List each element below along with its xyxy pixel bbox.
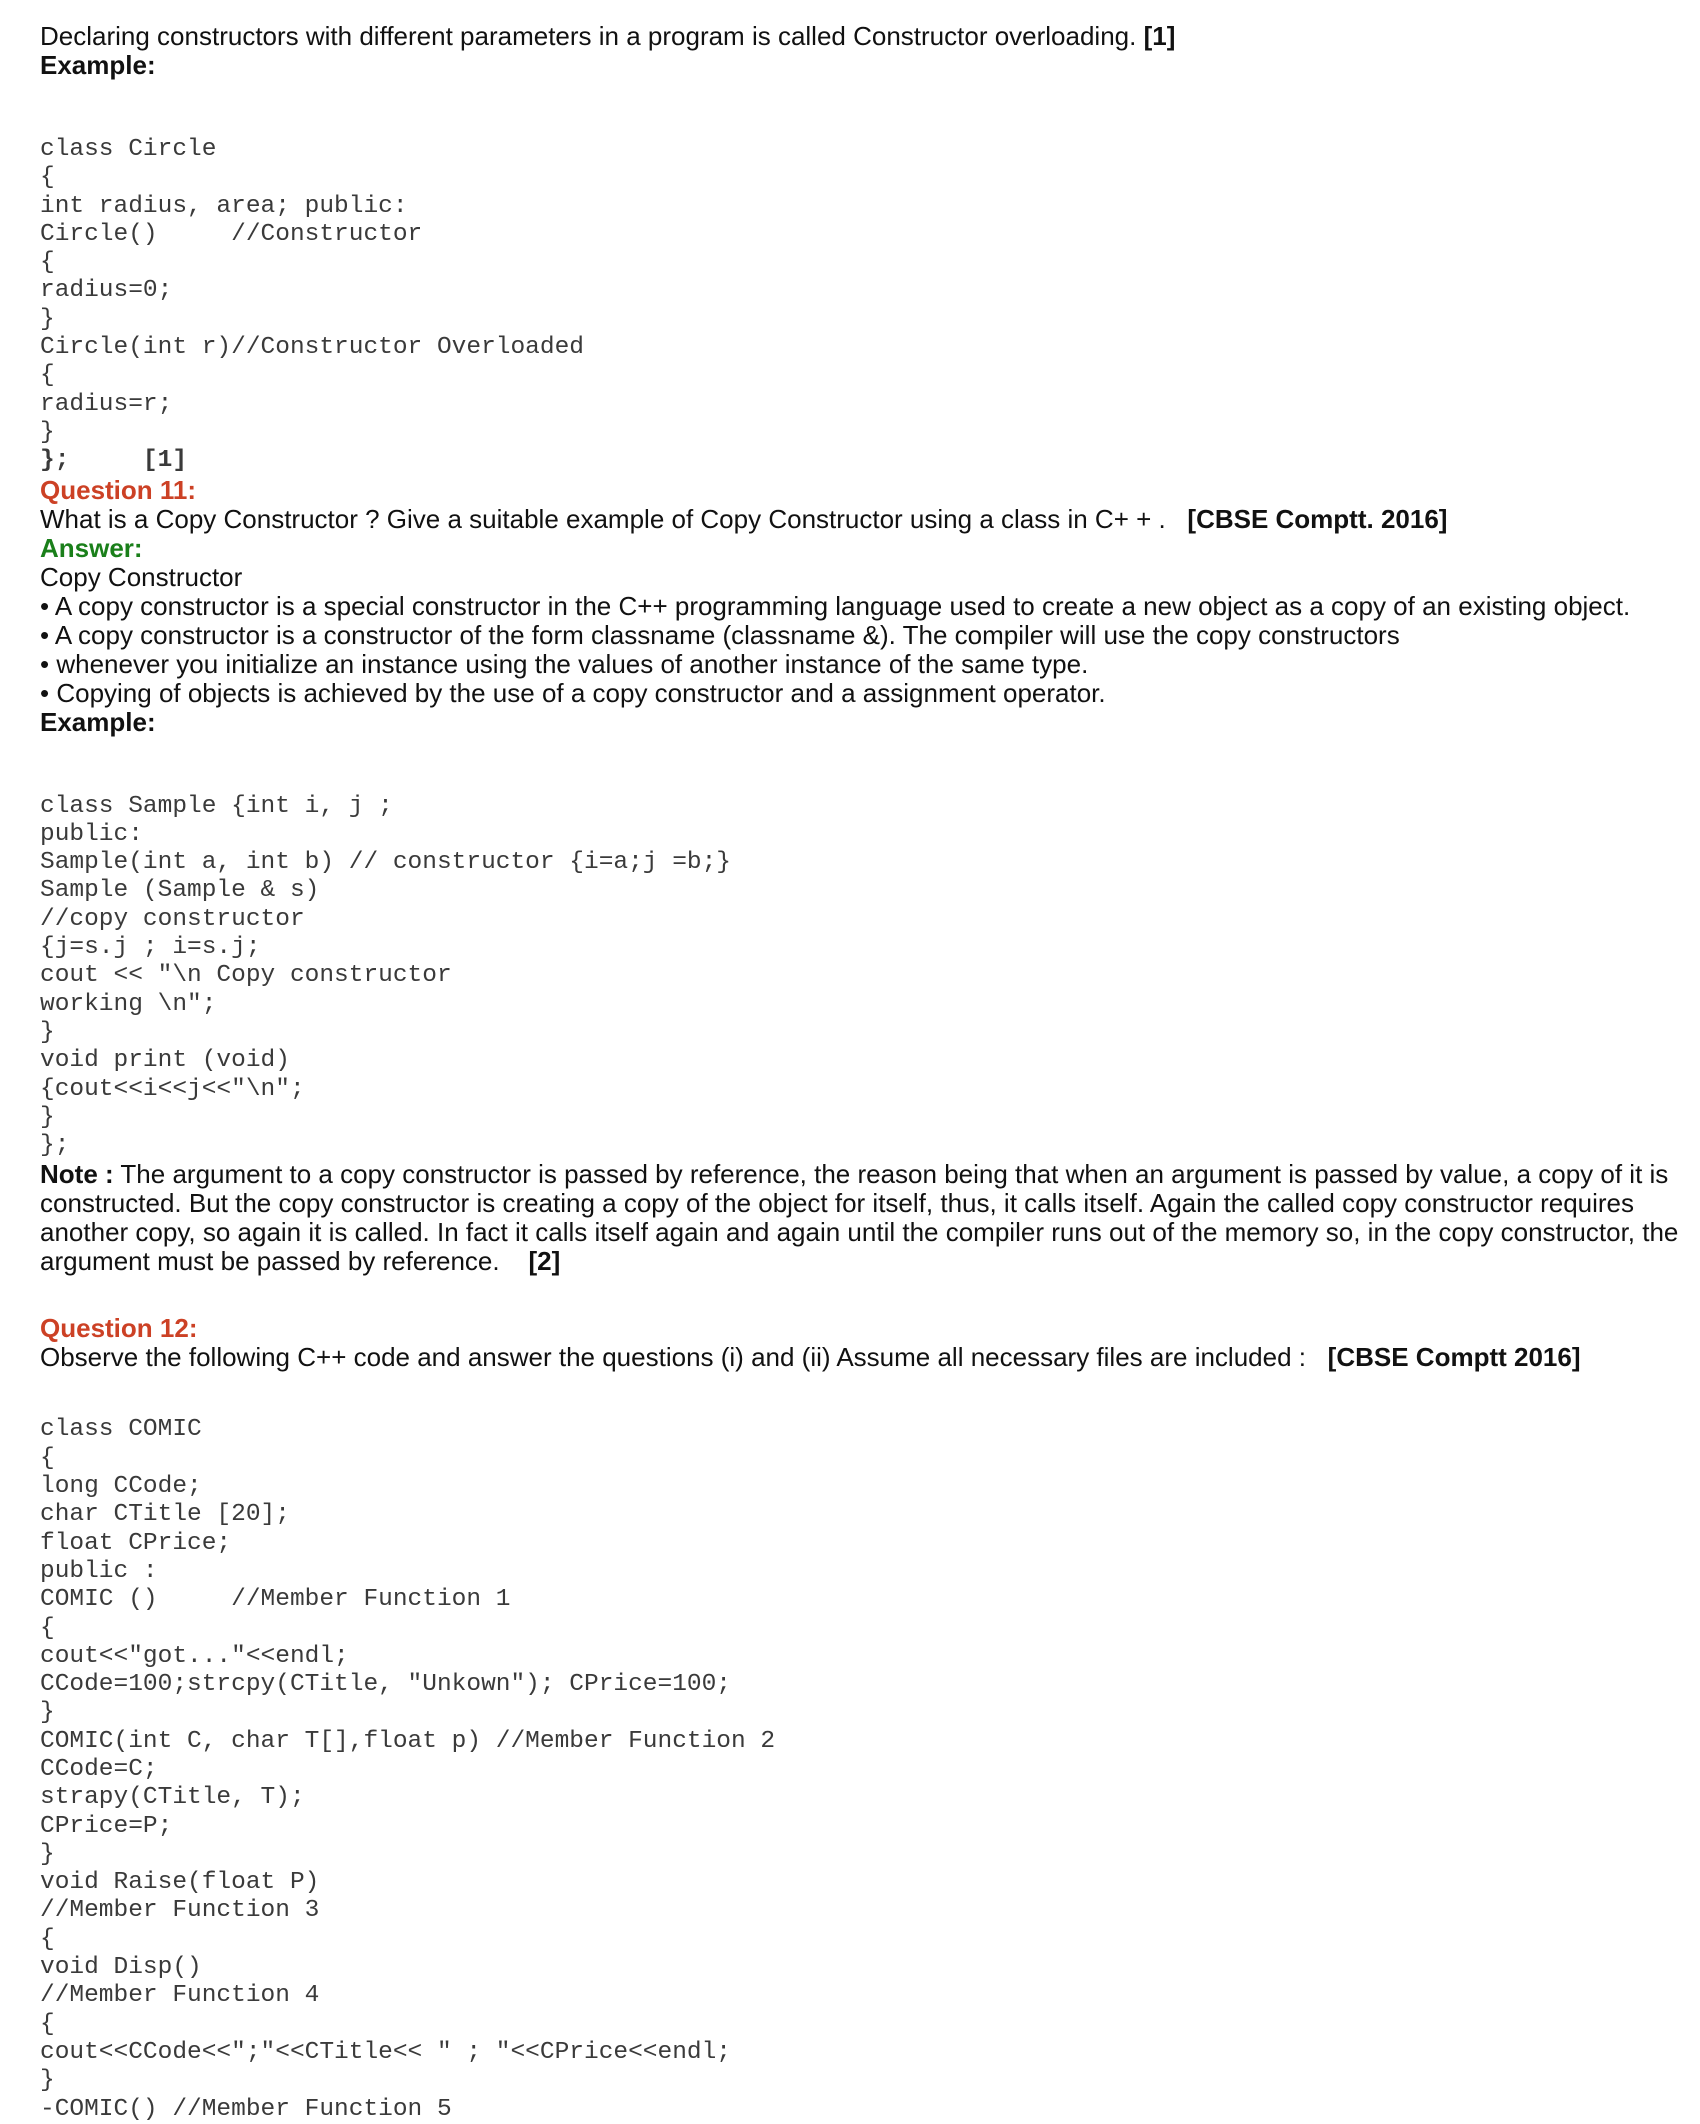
code-line: }	[40, 1018, 55, 1046]
code-line: Sample(int a, int b) // constructor {i=a;j =b;}	[40, 849, 732, 877]
code-line: }	[40, 1103, 55, 1131]
example-label-2: Example:	[40, 706, 156, 737]
intro-mark: [1]	[1143, 21, 1176, 51]
code-line: }	[40, 2067, 55, 2095]
code-line: int radius, area; public:	[40, 192, 408, 220]
code-line: strapy(CTitle, T);	[40, 1784, 305, 1812]
code-line: float CPrice;	[40, 1529, 232, 1557]
question-11-body: What is a Copy Constructor ? Give a suitable example of Copy Constructor using a class in C+ + .	[40, 503, 1188, 534]
code-line: {	[40, 1614, 55, 1642]
code-line: {	[40, 362, 55, 390]
question-12-source: [CBSE Comptt 2016]	[1327, 1342, 1581, 1373]
bullet-item: • whenever you initialize an instance using the values of another instance of the same type.	[40, 648, 1089, 679]
code-line: }; [1]	[40, 447, 188, 475]
note-mark: [2]	[528, 1246, 561, 1277]
code-line: {	[40, 249, 55, 277]
example-label-1: Example:	[40, 50, 156, 80]
code-line: working \n";	[40, 990, 217, 1018]
code-line: Sample (Sample & s)	[40, 877, 320, 905]
code-line: CPrice=P;	[40, 1812, 173, 1840]
code-line: public:	[40, 820, 143, 848]
code-line: char CTitle [20];	[40, 1501, 290, 1529]
code-line: {j=s.j ; i=s.j;	[40, 934, 261, 962]
code-line: -COMIC() //Member Function 5	[40, 2095, 452, 2123]
note-line: constructed. But the copy constructor is creating a copy of the object for itself, thus, it calls itself. Again the called copy constructor requires	[40, 1188, 1635, 1219]
question-11-label: Question 11:	[40, 474, 197, 505]
note-label: Note :	[40, 1159, 114, 1190]
question-11-text	[40, 505, 1680, 534]
document-page	[40, 22, 1680, 2124]
code-line: void print (void)	[40, 1047, 290, 1075]
intro-text: Declaring constructors with different parameters in a program is called Constructor overloading.	[40, 21, 1144, 51]
code-block-comic	[40, 1416, 1680, 2123]
note-line: another copy, so again it is called. In fact it calls itself again and again until the compiler runs out of the memory so, in the copy constructor, the	[40, 1217, 1679, 1248]
code-line: CCode=C;	[40, 1755, 158, 1783]
code-line: }	[40, 305, 55, 333]
code-line: //copy constructor	[40, 905, 305, 933]
question-12-body: Observe the following C++ code and answer the questions (i) and (ii) Assume all necessary files are included :	[40, 1342, 1328, 1373]
code-line: cout<<"got..."<<endl;	[40, 1642, 349, 1670]
code-line: CCode=100;strcpy(CTitle, "Unkown"); CPrice=100;	[40, 1671, 732, 1699]
code-line: }	[40, 1840, 55, 1868]
code-line: radius=0;	[40, 277, 173, 305]
bullet-item: • Copying of objects is achieved by the use of a copy constructor and a assignment operator.	[40, 677, 1106, 708]
code-line: };	[40, 1132, 70, 1160]
question-12-label: Question 12:	[40, 1313, 198, 1344]
code-block-sample	[40, 793, 1680, 1161]
code-line: class COMIC	[40, 1416, 202, 1444]
code-line: //Member Function 3	[40, 1897, 320, 1925]
code-line: public :	[40, 1557, 158, 1585]
code-line: {	[40, 1444, 55, 1472]
answer-heading: Copy Constructor	[40, 561, 243, 592]
bullet-item: • A copy constructor is a special constructor in the C++ programming language used to create a new object as a copy of an existing object.	[40, 590, 1631, 621]
question-11-source: [CBSE Comptt. 2016]	[1187, 503, 1448, 534]
code-line: class Sample {int i, j ;	[40, 792, 393, 820]
code-line: class Circle	[40, 136, 217, 163]
code-line: {	[40, 1925, 55, 1953]
code-line: }	[40, 1699, 55, 1727]
code-line: {cout<<i<<j<<"\n";	[40, 1075, 305, 1103]
code-line: COMIC(int C, char T[],float p) //Member Function 2	[40, 1727, 776, 1755]
answer-label: Answer:	[40, 532, 143, 563]
intro-line	[40, 22, 1680, 51]
question-12-text	[40, 1343, 1680, 1372]
bullet-item: • A copy constructor is a constructor of the form classname (classname &). The compiler will use the copy constructors	[40, 619, 1400, 650]
code-line: {	[40, 2010, 55, 2038]
note-paragraph	[40, 1160, 1680, 1276]
code-line: }	[40, 418, 55, 446]
code-line: //Member Function 4	[40, 1982, 320, 2010]
code-line: COMIC () //Member Function 1	[40, 1586, 511, 1614]
code-line: Circle(int r)//Constructor Overloaded	[40, 334, 584, 362]
note-line: The argument to a copy constructor is passed by reference, the reason being that when an argument is passed by value, a copy of it is	[113, 1159, 1669, 1190]
code-line: Circle() //Constructor	[40, 220, 423, 248]
code-line: void Raise(float P)	[40, 1869, 320, 1897]
code-block-circle	[40, 136, 1680, 476]
code-line: radius=r;	[40, 390, 173, 418]
code-line: cout<<CCode<<";"<<CTitle<< " ; "<<CPrice<<endl;	[40, 2038, 732, 2066]
code-line: void Disp()	[40, 1954, 202, 1982]
note-line: argument must be passed by reference.	[40, 1246, 529, 1277]
code-line: {	[40, 164, 55, 192]
code-line: cout << "\n Copy constructor	[40, 962, 452, 990]
code-line: long CCode;	[40, 1473, 202, 1501]
